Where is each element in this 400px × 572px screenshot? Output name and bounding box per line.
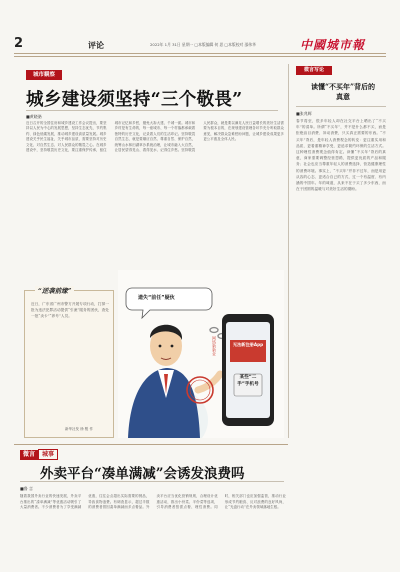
bottom-article-body: 随着我国外卖行业的快速发展，外卖平台推出的“凑单满减”等优惠活动吸引了大量消费者。不少消费者为了享受满减优惠，往往会点超出实际需要的餐品，导致食物浪费。有调查显示，超过半数的消费者曾因凑单满减而多点餐品。外卖平台应当优化营销规则，合理设计优惠活动，推出小份菜、半份菜等选项，引导消费者按需点餐、理性消费。同时，相关部门也应加强监管，推动行业形成节约粮食、反对浪费的良好风尚，让“光盘行动”在外卖领域落地生根。 bbox=[20, 494, 286, 510]
bottom-headline-rule bbox=[20, 481, 284, 482]
section-name: 评论 bbox=[88, 41, 104, 50]
masthead-logo: 中國城市報 bbox=[300, 38, 366, 52]
cartoon-credit: 新华社发 徐 骏 作 bbox=[65, 427, 93, 431]
main-article-body: 近日召开的全国住房和城乡建设工作会议提出，要坚持以人民为中心的发展思想，坚持生态优先、节约集约、绿色低碳发展，推动城乡建设高质量发展。城乡建设关乎民生福祉，关乎城市品质，需要坚持对历史文化、对自然生态、对人民群众的敬畏之心。在城乡建设中，坚持敬畏历史文化，要注重保护传承，留住城市记忆和乡愁，避免大拆大建、千城一面。城市和乡村是有生命的，每一座城市、每一个村落都承载着独特的历史文化，记录着人们的生活印记。坚持敬畏自然生态，就是要顺应自然、尊重自然、保护自然，统筹山水林田湖草沙系统治理，让城市融入大自然，让居民望得见山、看得见水、记得住乡愁。坚持敬畏人民群众，就是要以满足人民日益增长的美好生活需要为根本目的，在规划建设管理各环节充分听取群众意见，解决群众急难愁盼问题，让城乡建设成果更多更公平惠及全体人民。 bbox=[26, 121, 284, 153]
cartoon-illustration bbox=[118, 270, 284, 438]
main-author: ■黄晓骆 bbox=[26, 114, 42, 119]
bottom-headline: 外卖平台“凑单满减”会诱发浪费吗 bbox=[40, 466, 245, 482]
bottom-tag-suffix: 城事 bbox=[38, 449, 58, 460]
side-column-tag: 微言写论 bbox=[296, 66, 332, 75]
header-rule-thin bbox=[14, 56, 386, 57]
side-headline: 读懂“不买年”背后的真意 bbox=[310, 82, 376, 101]
side-author: ■张兆辉 bbox=[296, 111, 312, 116]
bottom-column-tag bbox=[20, 449, 58, 459]
column-divider bbox=[288, 64, 289, 438]
pull-quote-text: 近日，广东省广州市警方开展专项行动，打掉一批为违法犯罪活动提供“引流”服务的团伙，查处一批“卖卡”“养号”人员。 bbox=[31, 302, 109, 318]
header-rule bbox=[14, 53, 386, 54]
bottom-author: ■鲁 言 bbox=[20, 486, 34, 491]
column-tag: 城市観察 bbox=[26, 70, 62, 80]
headline-rule bbox=[26, 110, 278, 111]
side-headline-rule bbox=[296, 106, 386, 107]
cartoon-side-text: 网络新新业 bbox=[212, 336, 217, 356]
bottom-tag-red: 微言 bbox=[20, 450, 38, 460]
side-article-body: 春节将至，很多年轻人却在社交平台上晒出了“不买年”的清单。所谓“不买年”，并不是什么都不买，而是拒绝盲目消费、冲动消费，只买真正需要的东西。“不买年”背后，是年轻人消费观念的转变：更注重实用和品质，更看重精神享受，更追求简约环保的生活方式。这种理性消费观念值得肯定。读懂“不买年”背后的真意，商家需要调整经营思路，提供更优质的产品和服务；社会也应当尊重年轻人的消费选择，营造健康理性的消费环境。事实上，“不买年”并非不过年，而是用更从容的心态、更适合自己的方式，过一个有温度、有内涵的中国年。年的味道，从来不在于买了多少东西，而在于团圆的温暖与对美好生活的期盼。 bbox=[296, 119, 386, 192]
cartoon-phone-title: 无法新注册App bbox=[232, 342, 264, 347]
date-line: 2022年 1月 31日 星期一 □本版编辑 何 思 □本版校对 邵伟华 bbox=[150, 42, 256, 47]
main-headline: 城乡建设须坚持“三个敬畏” bbox=[26, 90, 243, 110]
bottom-section-divider bbox=[14, 444, 288, 445]
pull-quote-box bbox=[24, 287, 114, 438]
page-number: 2 bbox=[14, 36, 24, 51]
phone-graphic bbox=[222, 314, 274, 426]
cartoon-speech-text: 遗失“前任”疑伙 bbox=[138, 295, 175, 301]
pull-quote-title: “逆袭前缘” bbox=[35, 286, 74, 295]
cartoon-phone-label: 某些“二手”手机号 bbox=[237, 375, 259, 387]
